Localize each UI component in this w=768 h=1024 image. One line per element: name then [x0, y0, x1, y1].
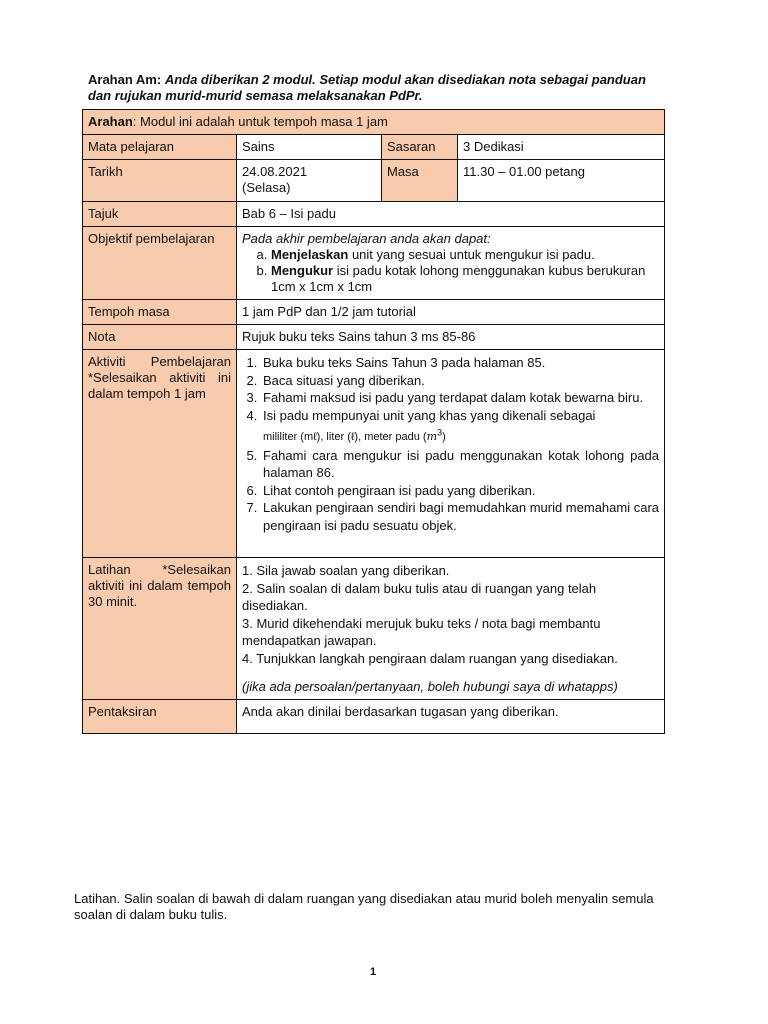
activity-item: 1. Buka buku teks Sains Tahun 3 pada halaman 85.: [261, 354, 659, 372]
notes-row: [83, 325, 665, 350]
duration-label: Tempoh masa: [83, 300, 237, 325]
objective-intro: Pada akhir pembelajaran anda akan dapat:: [242, 231, 491, 246]
activity-item: [261, 407, 659, 447]
page-number: 1: [370, 966, 377, 978]
units-close: ): [442, 431, 446, 444]
units-exponent: 3: [437, 427, 443, 438]
activity-item: 7. Lakukan pengiraan sendiri bagi memudahkan murid memahami cara pengiraan isi padu sesuatu objek.: [261, 499, 659, 534]
activity-item: 6. Lihat contoh pengiraan isi padu yang diberikan.: [261, 482, 659, 500]
activity-item: 3. Fahami maksud isi padu yang terdapat dalam kotak bewarna biru.: [261, 389, 659, 407]
banner-bold: Arahan: [88, 114, 133, 129]
general-instructions-heading: [88, 72, 658, 104]
topic-label: Tajuk: [83, 202, 237, 227]
objective-verb: Menjelaskan: [271, 247, 349, 262]
module-banner: [83, 110, 665, 135]
subject-row: [83, 135, 665, 160]
module-table: [82, 109, 665, 734]
date-label: Tarikh: [83, 160, 237, 202]
topic-row: [83, 202, 665, 227]
target-value: 3 Dedikasi: [458, 135, 665, 160]
heading-prefix: Arahan Am:: [88, 72, 165, 87]
objective-text: unit yang sesuai untuk mengukur isi padu.: [348, 247, 595, 262]
notes-value: Rujuk buku teks Sains tahun 3 ms 85-86: [237, 325, 665, 350]
assessment-value: Anda akan dinilai berdasarkan tugasan yang diberikan.: [237, 700, 665, 734]
exercise-item: 1. Sila jawab soalan yang diberikan.: [242, 563, 450, 578]
subject-label: Mata pelajaran: [83, 135, 237, 160]
notes-label: Nota: [83, 325, 237, 350]
date-value: 24.08.2021: [242, 164, 308, 179]
objective-cell: [237, 227, 665, 300]
date-day: (Selasa): [242, 180, 291, 195]
exercise-instruction: Latihan. Salin soalan di bawah di dalam ruangan yang disediakan atau murid boleh menyalin semula soalan di dalam buku tulis.: [74, 891, 654, 922]
topic-value: Bab 6 – Isi padu: [237, 202, 665, 227]
objective-row: [83, 227, 665, 300]
volume-units: [263, 427, 446, 444]
exercise-item: 3. Murid dikehendaki merujuk buku teks / nota bagi membantu mendapatkan jawapan.: [242, 615, 601, 649]
activity-cell: [237, 350, 665, 558]
objective-item: [271, 247, 659, 263]
heading-text: Anda diberikan 2 modul. Setiap modul akan disediakan nota sebagai panduan dan rujukan murid-murid semasa melaksanakan PdPr.: [88, 72, 646, 103]
objective-label: Objektif pembelajaran: [83, 227, 237, 300]
duration-row: [83, 300, 665, 325]
exercise-cell: [237, 558, 665, 700]
activity-label: Aktiviti Pembelajaran *Selesaikan aktiviti ini dalam tempoh 1 jam: [83, 350, 237, 558]
exercise-item: 2. Salin soalan di dalam buku tulis atau di ruangan yang telah disediakan.: [242, 580, 597, 614]
target-label: Sasaran: [382, 135, 458, 160]
assessment-row: [83, 700, 665, 734]
banner-row: [83, 110, 665, 135]
objective-item: [271, 263, 659, 295]
objective-list: [242, 247, 659, 295]
activity-row: [83, 350, 665, 558]
activity-item: 5. Fahami cara mengukur isi padu menggunakan kotak lohong pada halaman 86.: [261, 447, 659, 482]
banner-text: : Modul ini adalah untuk tempoh masa 1 jam: [132, 114, 388, 129]
activity-item: 2. Baca situasi yang diberikan.: [261, 372, 659, 390]
exercise-item: 4. Tunjukkan langkah pengiraan dalam ruangan yang disediakan.: [242, 650, 618, 666]
objective-text: isi padu kotak lohong menggunakan kubus berukuran 1cm x 1cm x 1cm: [271, 263, 646, 294]
assessment-label: Pentaksiran: [83, 700, 237, 734]
date-cell: [237, 160, 382, 202]
exercise-note: (jika ada persoalan/pertanyaan, boleh hubungi saya di whatapps): [242, 678, 618, 694]
activity-list: [242, 354, 659, 535]
duration-value: 1 jam PdP dan 1/2 jam tutorial: [237, 300, 665, 325]
units-symbol: m: [426, 430, 438, 444]
date-row: [83, 160, 665, 202]
exercise-row: [83, 558, 665, 700]
objective-verb: Mengukur: [271, 263, 334, 278]
subject-value: Sains: [237, 135, 382, 160]
activity-text: Isi padu mempunyai unit yang khas yang dikenali sebagai: [263, 407, 596, 423]
time-label: Masa: [382, 160, 458, 202]
units-text: mililiter (mℓ), liter (ℓ), meter padu (: [263, 431, 427, 444]
time-value: 11.30 – 01.00 petang: [458, 160, 665, 202]
exercise-label: Latihan *Selesaikan aktiviti ini dalam tempoh 30 minit.: [83, 558, 237, 700]
